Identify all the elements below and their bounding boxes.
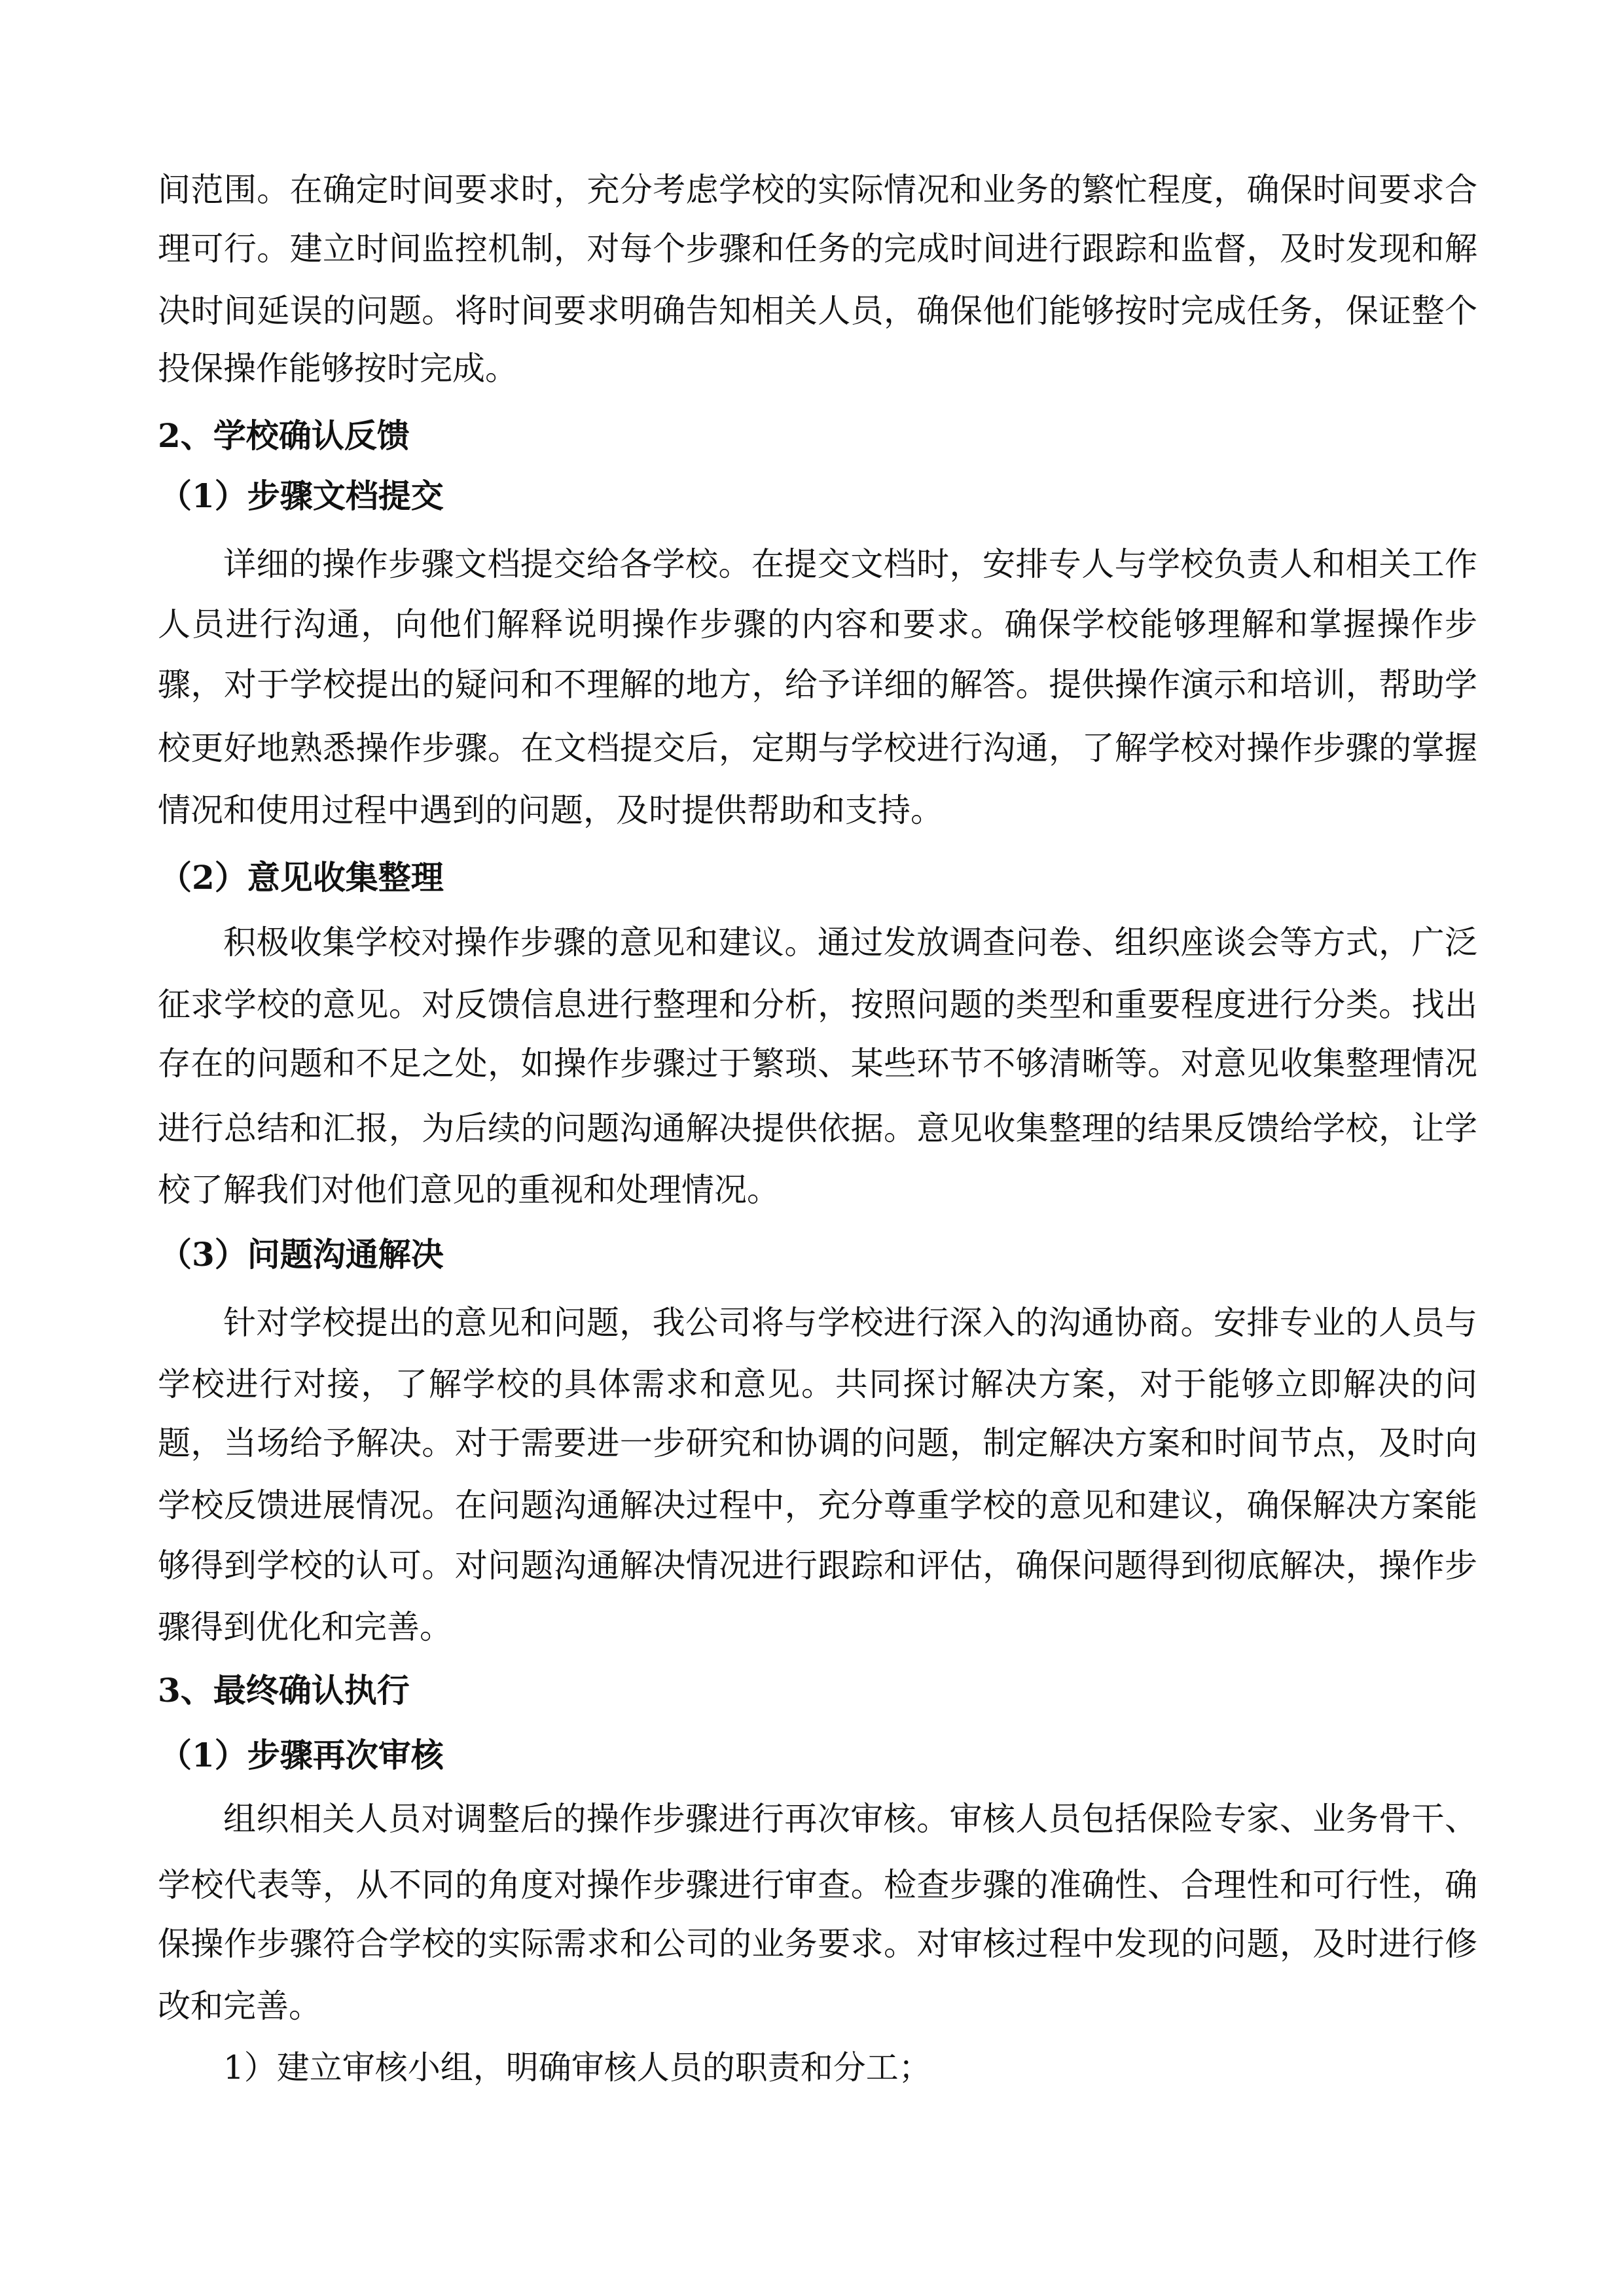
paragraph-line: 学校进行对接，了解学校的具体需求和意见。共同探讨解决方案，对于能够立即解决的问: [158, 1365, 1477, 1403]
paragraph-line: 征求学校的意见。对反馈信息进行整理和分析，按照问题的类型和重要程度进行分类。找出: [158, 986, 1477, 1024]
paragraph-line: 积极收集学校对操作步骤的意见和建议。通过发放调查问卷、组织座谈会等方式，广泛: [223, 924, 1477, 961]
paragraph-line: 决时间延误的问题。将时间要求明确告知相关人员，确保他们能够按时完成任务，保证整个: [158, 292, 1477, 330]
paragraph-line: 存在的问题和不足之处，如操作步骤过于繁琐、某些环节不够清晰等。对意见收集整理情况: [158, 1045, 1477, 1083]
paragraph-line: 详细的操作步骤文档提交给各学校。在提交文档时，安排专人与学校负责人和相关工作: [223, 545, 1477, 583]
subsection-heading: （1）步骤文档提交: [159, 476, 444, 515]
paragraph-line: 1）建立审核小组，明确审核人员的职责和分工；: [223, 2049, 931, 2087]
paragraph-line: 学校代表等，从不同的角度对操作步骤进行审查。检查步骤的准确性、合理性和可行性，确: [158, 1866, 1477, 1904]
paragraph-line: 校了解我们对他们意见的重视和处理情况。: [158, 1171, 780, 1209]
section-heading: 3、最终确认执行: [158, 1671, 410, 1710]
section-heading: 2、学校确认反馈: [158, 416, 410, 455]
subsection-heading: （1）步骤再次审核: [159, 1736, 444, 1774]
paragraph-line: 理可行。建立时间监控机制，对每个步骤和任务的完成时间进行跟踪和监督，及时发现和解: [158, 230, 1477, 268]
paragraph-line: 骤，对于学校提出的疑问和不理解的地方，给予详细的解答。提供操作演示和培训，帮助学: [158, 666, 1477, 704]
paragraph-line: 校更好地熟悉操作步骤。在文档提交后，定期与学校进行沟通，了解学校对操作步骤的掌握: [158, 729, 1477, 767]
paragraph-line: 题，当场给予解决。对于需要进一步研究和协调的问题，制定解决方案和时间节点，及时向: [158, 1424, 1477, 1462]
paragraph-line: 情况和使用过程中遇到的问题，及时提供帮助和支持。: [158, 791, 943, 829]
paragraph-line: 骤得到优化和完善。: [158, 1608, 452, 1646]
paragraph-line: 进行总结和汇报，为后续的问题沟通解决提供依据。意见收集整理的结果反馈给学校，让学: [158, 1109, 1477, 1147]
paragraph-line: 组织相关人员对调整后的操作步骤进行再次审核。审核人员包括保险专家、业务骨干、: [223, 1800, 1477, 1838]
subsection-heading: （3）问题沟通解决: [159, 1235, 444, 1274]
paragraph-line: 人员进行沟通，向他们解释说明操作步骤的内容和要求。确保学校能够理解和掌握操作步: [158, 605, 1477, 643]
paragraph-line: 保操作步骤符合学校的实际需求和公司的业务要求。对审核过程中发现的问题，及时进行修: [158, 1925, 1477, 1963]
subsection-heading: （2）意见收集整理: [159, 858, 444, 897]
paragraph-line: 改和完善。: [158, 1987, 321, 2025]
paragraph-line: 投保操作能够按时完成。: [158, 350, 518, 387]
paragraph-line: 学校反馈进展情况。在问题沟通解决过程中，充分尊重学校的意见和建议，确保解决方案能: [158, 1486, 1477, 1524]
paragraph-line: 间范围。在确定时间要求时，充分考虑学校的实际情况和业务的繁忙程度，确保时间要求合: [158, 171, 1477, 209]
paragraph-line: 针对学校提出的意见和问题，我公司将与学校进行深入的沟通协商。安排专业的人员与: [223, 1304, 1477, 1342]
paragraph-line: 够得到学校的认可。对问题沟通解决情况进行跟踪和评估，确保问题得到彻底解决，操作步: [158, 1547, 1477, 1585]
